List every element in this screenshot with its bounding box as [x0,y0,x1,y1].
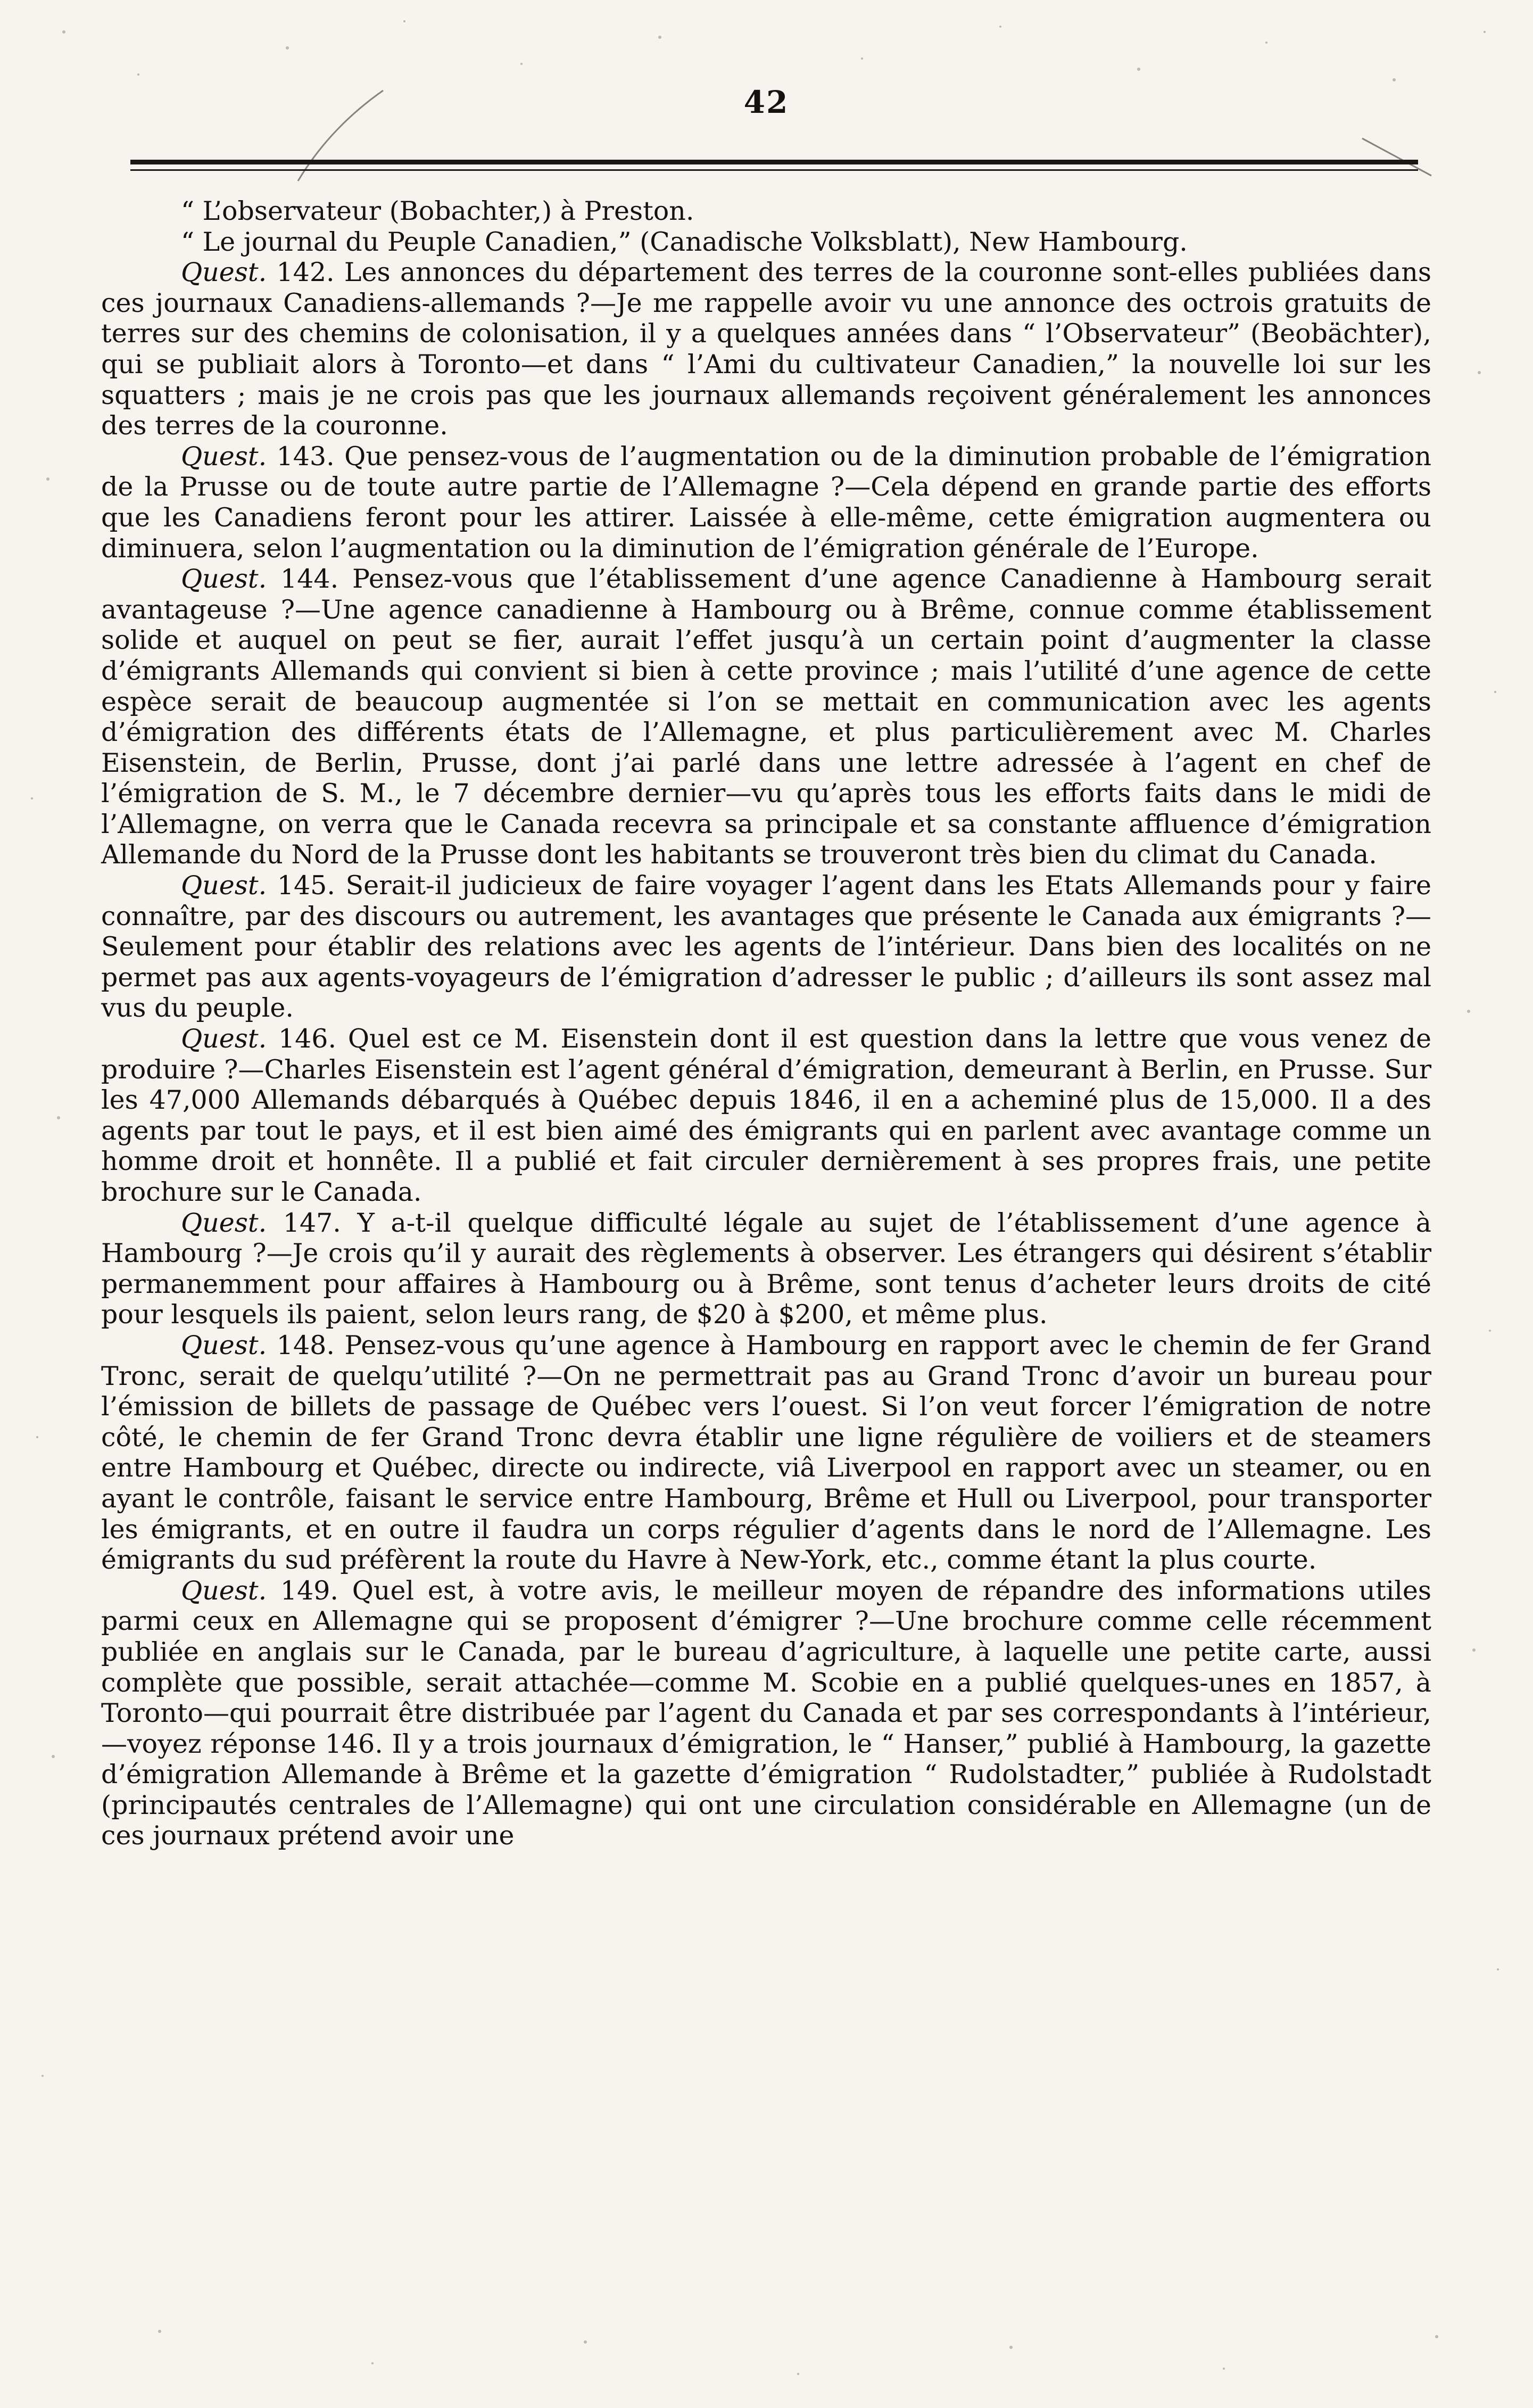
question-label: Quest. [181,1575,267,1606]
paragraph-text: 142. Les annonces du département des terres de la couronne sont-elles publiées dans ces journaux Canadiens-allemands ?—Je me rappelle avoir vu une annonce des octrois gratuits de terres sur des chemins de colonisation, il y a quelques années dans “ l’Observateur” (Beobächter), qui se publiait alors à Toronto—et dans “ l’Ami du cultivateur Canadien,” la nouvelle loi sur les squatters ; mais je ne crois pas que les journaux allemands reçoivent généralement les annonces des terres de la couronne. [101,257,1431,441]
question-paragraph [101,1024,1431,1208]
question-paragraph [101,1330,1431,1576]
question-label: Quest. [181,1024,267,1054]
paragraph-text: 149. Quel est, à votre avis, le meilleur moyen de répandre des informations utiles parmi ceux en Allemagne qui se proposent d’émigrer ?—Une brochure comme celle récemment publiée en anglais sur le Canada, par le bureau d’agriculture, à laquelle une petite carte, aussi complète que possible, serait attachée—comme M. Scobie en a publié quelques-unes en 1857, à Toronto—qui pourrait être distribuée par l’agent du Canada et par ses correspondants à l’intérieur,—voyez réponse 146. Il y a trois journaux d’émigration, le “ Hanser,” publié à Hambourg, la gazette d’émigration Allemande à Brême et la gazette d’émigration “ Rudolstadter,” publiée à Rudolstadt (principautés centrales de l’Allemagne) qui ont une circulation considérable en Allemagne (un de ces journaux prétend avoir une [101,1575,1432,1851]
question-label: Quest. [181,257,267,288]
question-paragraph [101,870,1431,1024]
question-paragraph [101,1208,1431,1330]
question-paragraph [101,257,1431,441]
header-rule-thick [130,160,1418,164]
question-paragraph [101,1576,1431,1851]
question-label: Quest. [181,870,267,901]
body-text [101,196,1431,1851]
intro-line: “ Le journal du Peuple Canadien,” (Canadische Volksblatt), New Hambourg. [181,226,1188,257]
intro-line: “ L’observateur (Bobachter,) à Preston. [181,196,694,226]
paragraph-text: 148. Pensez-vous qu’une agence à Hambourg en rapport avec le chemin de fer Grand Tronc, serait de quelqu’utilité ?—On ne permettrait pas au Grand Tronc d’avoir un bureau pour l’émission de billets de passage de Québec vers l’ouest. Si l’on veut forcer l’émigration de notre côté, le chemin de fer Grand Tronc devra établir une ligne régulière de voiliers et de steamers entre Hambourg et Québec, directe ou indirecte, viâ Liverpool en rapport avec un steamer, ou en ayant le contrôle, faisant le service entre Hambourg, Brême et Hull ou Liverpool, pour transporter les émigrants, et en outre il faudra un corps régulier d’agents dans le nord de l’Allemagne. Les émigrants du sud préfèrent la route du Havre à New-York, etc., comme étant la plus courte. [101,1330,1431,1576]
question-label: Quest. [181,1207,267,1238]
header-rule-thin [130,169,1418,171]
paragraph-text: 146. Quel est ce M. Eisenstein dont il est question dans la lettre que vous venez de produire ?—Charles Eisenstein est l’agent général d’émigration, demeurant à Berlin, en Prusse. Sur les 47,000 Allemands débarqués à Québec depuis 1846, il en a acheminé plus de 15,000. Il a des agents par tout le pays, et il est bien aimé des émigrants qui en parlent avec avantage comme un homme droit et honnête. Il a publié et fait circuler dernièrement à ses propres frais, une petite brochure sur le Canada. [101,1024,1431,1207]
paragraph-text: 145. Serait-il judicieux de faire voyager l’agent dans les Etats Allemands pour y faire connaître, par des discours ou autrement, les avantages que présente le Canada aux émigrants ?—Seulement pour établir des relations avec les agents de l’intérieur. Dans bien des localités on ne permet pas aux agents-voyageurs de l’émigration d’adresser le public ; d’ailleurs ils sont assez mal vus du peuple. [101,870,1431,1024]
question-label: Quest. [181,1330,267,1360]
question-label: Quest. [181,564,267,595]
question-paragraph [101,564,1431,870]
paragraph-text: 144. Pensez-vous que l’établissement d’une agence Canadienne à Hambourg serait avantageuse ?—Une agence canadienne à Hambourg ou à Brême, connue comme établissement solide et auquel on peut se fier, aurait l’effet jusqu’à un certain point d’augmenter la classe d’émigrants Allemands qui convient si bien à cette province ; mais l’utilité d’une agence de cette espèce serait de beaucoup augmentée si l’on se mettait en communication avec les agents d’émigration des différents états de l’Allemagne, et plus particulièrement avec M. Charles Eisenstein, de Berlin, Prusse, dont j’ai parlé dans une lettre adressée à l’agent en chef de l’émigration de S. M., le 7 décembre dernier—vu qu’après tous les efforts faits dans le midi de l’Allemagne, on verra que le Canada recevra sa principale et sa constante affluence d’émigration Allemande du Nord de la Prusse dont les habitants se trouveront très bien du climat du Canada. [101,564,1431,870]
question-label: Quest. [181,441,267,472]
paragraph-text: 147. Y a-t-il quelque difficulté légale au sujet de l’établissement d’une agence à Hambourg ?—Je crois qu’il y aurait des règlements à observer. Les étrangers qui désirent s’établir permanemment pour affaires à Hambourg ou à Brême, sont tenus d’acheter leurs droits de cité pour lesquels ils paient, selon leurs rang, de $20 à $200, et même plus. [101,1207,1431,1330]
paragraph-text: 143. Que pensez-vous de l’augmentation ou de la diminution probable de l’émigration de la Prusse ou de toute autre partie de l’Allemagne ?—Cela dépend en grande partie des efforts que les Canadiens feront pour les attirer. Laissée à elle-même, cette émigration augmentera ou diminuera, selon l’augmentation ou la diminution de l’émigration générale de l’Europe. [101,441,1431,564]
question-paragraph [101,441,1431,564]
page-number: 42 [743,84,789,120]
